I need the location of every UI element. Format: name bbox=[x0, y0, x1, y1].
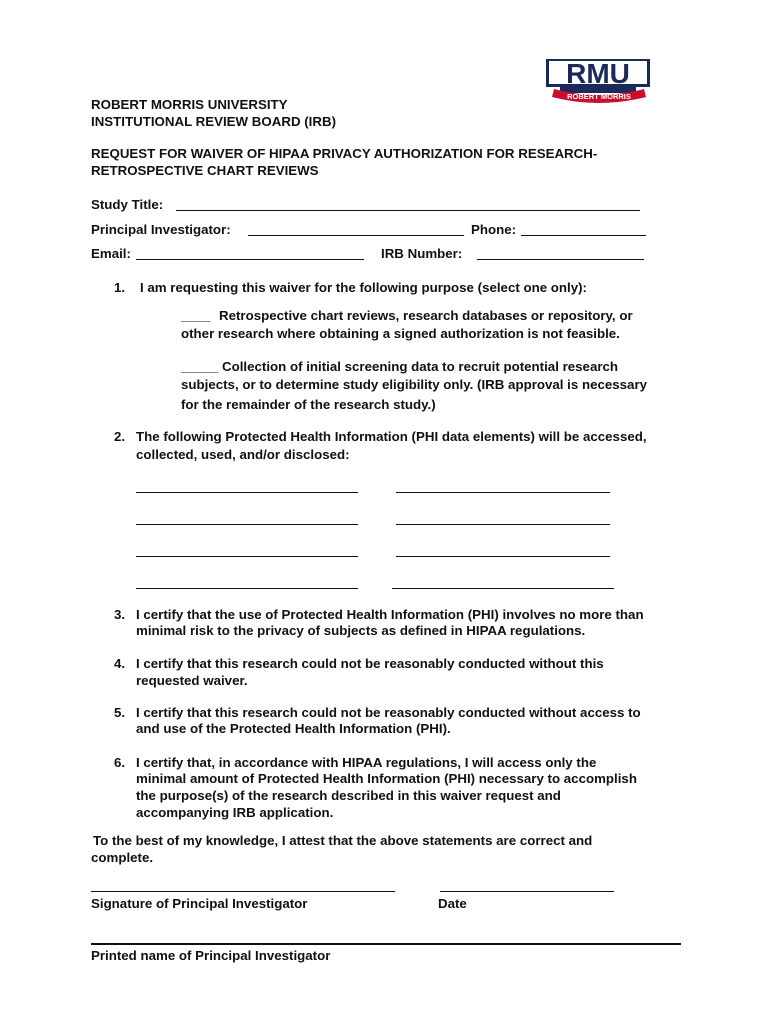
item-5-line-2: and use of the Protected Health Information (PHI). bbox=[136, 721, 451, 736]
rmu-logo bbox=[540, 53, 656, 105]
item-1-number: 1. bbox=[114, 280, 126, 295]
item-5-line-1: I certify that this research could not be reasonably conducted without access to bbox=[136, 705, 641, 720]
option-a-blank[interactable]: ____ bbox=[181, 308, 211, 323]
item-3-line-1: I certify that the use of Protected Health Information (PHI) involves no more than bbox=[136, 607, 644, 622]
item-5-number: 5. bbox=[114, 705, 126, 720]
attest-line-1: To the best of my knowledge, I attest that the above statements are correct and bbox=[93, 833, 593, 848]
irb-number-field[interactable] bbox=[477, 259, 644, 260]
item-6-line-1: I certify that, in accordance with HIPAA regulations, I will access only the bbox=[136, 755, 597, 770]
item-2-line-1: The following Protected Health Information (PHI data elements) will be accessed, bbox=[136, 429, 647, 444]
study-title-field[interactable] bbox=[176, 210, 640, 211]
item-6-number: 6. bbox=[114, 755, 126, 770]
printed-name-field[interactable] bbox=[91, 943, 681, 945]
date-field[interactable] bbox=[440, 891, 614, 892]
option-b-line-3: for the remainder of the research study.) bbox=[181, 397, 436, 412]
item-6-line-3: the purpose(s) of the research described in this waiver request and bbox=[136, 788, 561, 803]
item-3-number: 3. bbox=[114, 607, 126, 622]
item-4-number: 4. bbox=[114, 656, 126, 671]
option-b-line-2: subjects, or to determine study eligibility only. (IRB approval is necessary bbox=[181, 377, 648, 392]
phi-field-8[interactable] bbox=[392, 588, 614, 589]
option-b-line-1: Collection of initial screening data to recruit potential research bbox=[222, 359, 619, 374]
option-b-blank[interactable]: _____ bbox=[181, 359, 218, 374]
request-title-line-2: RETROSPECTIVE CHART REVIEWS bbox=[91, 163, 319, 178]
rmu-logo-letters: RMU bbox=[566, 58, 630, 89]
item-6-line-4: accompanying IRB application. bbox=[136, 805, 334, 820]
email-field[interactable] bbox=[136, 259, 364, 260]
item-1-text: I am requesting this waiver for the following purpose (select one only): bbox=[140, 280, 587, 295]
irb-number-label: IRB Number: bbox=[381, 246, 463, 261]
board-name: INSTITUTIONAL REVIEW BOARD (IRB) bbox=[91, 114, 336, 129]
principal-investigator-field[interactable] bbox=[248, 235, 464, 236]
phi-field-5[interactable] bbox=[136, 556, 358, 557]
phone-field[interactable] bbox=[521, 235, 646, 236]
printed-name-label: Printed name of Principal Investigator bbox=[91, 948, 331, 963]
study-title-label: Study Title: bbox=[91, 197, 164, 212]
item-6-line-2: minimal amount of Protected Health Information (PHI) necessary to accomplish bbox=[136, 771, 637, 786]
phi-field-2[interactable] bbox=[396, 492, 610, 493]
item-4-line-2: requested waiver. bbox=[136, 673, 248, 688]
signature-field[interactable] bbox=[91, 891, 395, 892]
principal-investigator-label: Principal Investigator: bbox=[91, 222, 231, 237]
rmu-logo-banner: ROBERT MORRIS bbox=[567, 92, 631, 101]
request-title-line-1: REQUEST FOR WAIVER OF HIPAA PRIVACY AUTHORIZATION FOR RESEARCH- bbox=[91, 146, 598, 161]
attest-line-2: complete. bbox=[91, 850, 154, 865]
signature-label: Signature of Principal Investigator bbox=[91, 896, 308, 911]
item-2-line-2: collected, used, and/or disclosed: bbox=[136, 447, 350, 462]
date-label: Date bbox=[438, 896, 467, 911]
phi-field-4[interactable] bbox=[396, 524, 610, 525]
option-a-line-1: Retrospective chart reviews, research databases or repository, or bbox=[219, 308, 633, 323]
phi-field-1[interactable] bbox=[136, 492, 358, 493]
item-2-number: 2. bbox=[114, 429, 126, 444]
phi-field-3[interactable] bbox=[136, 524, 358, 525]
phi-field-6[interactable] bbox=[396, 556, 610, 557]
phi-field-7[interactable] bbox=[136, 588, 358, 589]
phone-label: Phone: bbox=[471, 222, 517, 237]
item-4-line-1: I certify that this research could not be reasonably conducted without this bbox=[136, 656, 604, 671]
option-a-line-2: other research where obtaining a signed authorization is not feasible. bbox=[181, 326, 620, 341]
item-3-line-2: minimal risk to the privacy of subjects as defined in HIPAA regulations. bbox=[136, 623, 586, 638]
email-label: Email: bbox=[91, 246, 131, 261]
university-name: ROBERT MORRIS UNIVERSITY bbox=[91, 97, 288, 112]
